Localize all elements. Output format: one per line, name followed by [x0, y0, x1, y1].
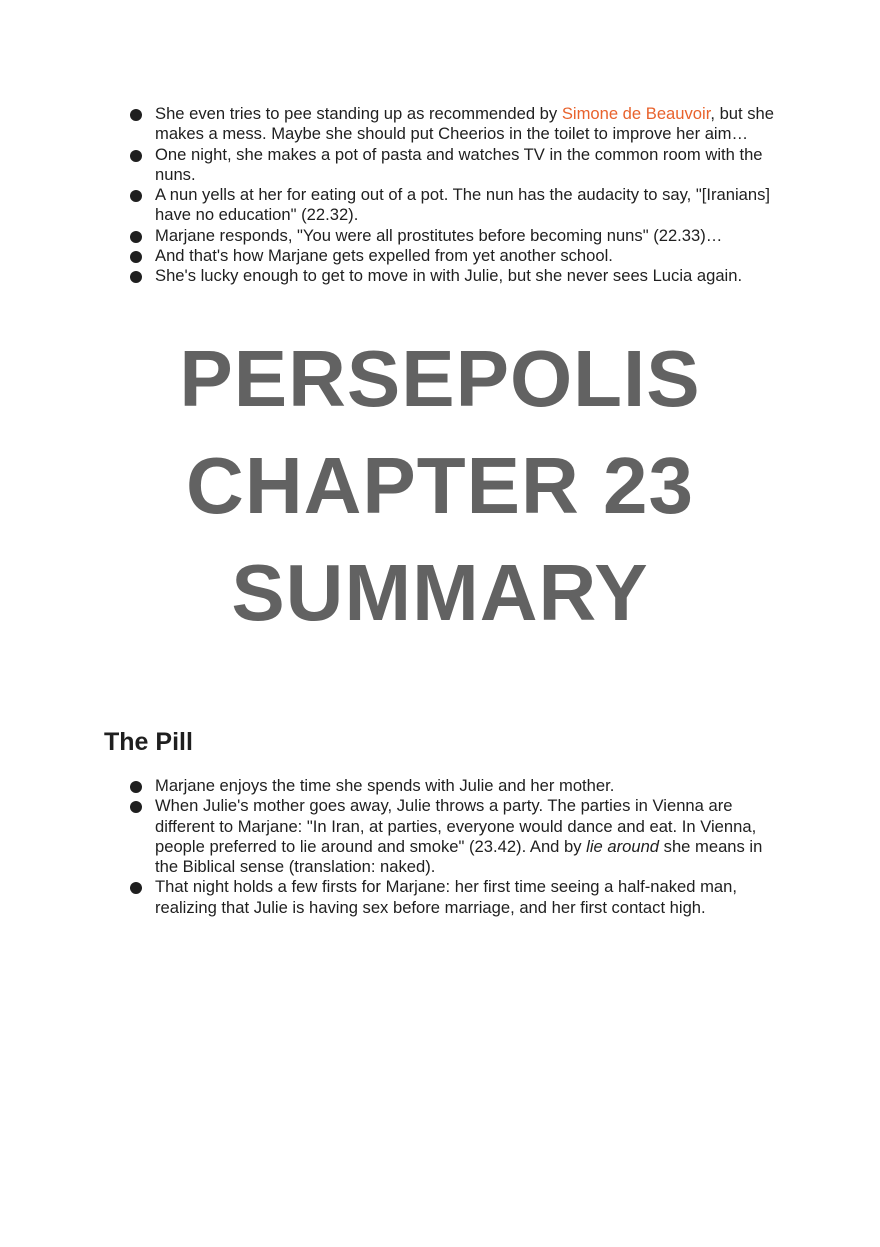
list-item-text: A nun yells at her for eating out of a pot. The nun has the audacity to say, "[Iranians] have no education" (22.32). [155, 185, 771, 225]
simone-de-beauvoir-link[interactable]: Simone de Beauvoir [561, 104, 711, 123]
list-item-text: One night, she makes a pot of pasta and watches TV in the common room with the nuns. [155, 144, 763, 184]
bullet-icon [130, 271, 142, 283]
list-item [155, 104, 780, 145]
list-item-italic: lie around [586, 836, 660, 856]
bullet-icon [130, 781, 142, 793]
section-heading-the-pill: The Pill [104, 728, 193, 756]
list-item [155, 185, 780, 226]
bullet-icon [130, 231, 142, 243]
bullet-icon [130, 801, 142, 813]
list-item [155, 266, 780, 286]
list-item-text: That night holds a few firsts for Marjane: her first time seeing a half-naked man, realizing that Julie is having sex before marriage, and her first contact high. [155, 877, 737, 917]
bullet-list-top [155, 104, 780, 287]
list-item [155, 776, 780, 796]
list-item-text: And that's how Marjane gets expelled from yet another school. [155, 246, 613, 266]
bullet-icon [130, 251, 142, 263]
chapter-title [0, 325, 880, 646]
list-item [155, 226, 780, 246]
list-item-text-post: she means in the Biblical sense (translation: naked). [155, 836, 763, 877]
chapter-title-line-1: PERSEPOLIS [179, 334, 701, 423]
chapter-title-line-3: SUMMARY [231, 548, 649, 637]
list-item-text: Marjane responds, "You were all prostitutes before becoming nuns" (22.33)… [155, 225, 723, 245]
list-item-text: She's lucky enough to get to move in with Julie, but she never sees Lucia again. [155, 266, 743, 286]
list-item-text-pre: She even tries to pee standing up as recommended by [155, 104, 562, 123]
list-item-text-post: , but she makes a mess. Maybe she should put Cheerios in the toilet to improve her aim… [155, 104, 774, 144]
bullet-icon [130, 882, 142, 894]
list-item [155, 877, 780, 918]
list-item [155, 246, 780, 266]
list-item-text-pre: When Julie's mother goes away, Julie throws a party. The parties in Vienna are different to Marjane: "In Iran, at parties, everyone would dance and eat. In Vienna, people preferred to lie around and smoke" (23.42). And by [155, 796, 757, 856]
list-item [155, 796, 780, 877]
bullet-icon [130, 190, 142, 202]
list-item-text: Marjane enjoys the time she spends with Julie and her mother. [155, 776, 615, 795]
bullet-icon [130, 109, 142, 121]
bullet-list-the-pill [155, 776, 780, 918]
chapter-title-line-2: CHAPTER 23 [186, 441, 694, 530]
bullet-icon [130, 150, 142, 162]
list-item [155, 145, 780, 186]
